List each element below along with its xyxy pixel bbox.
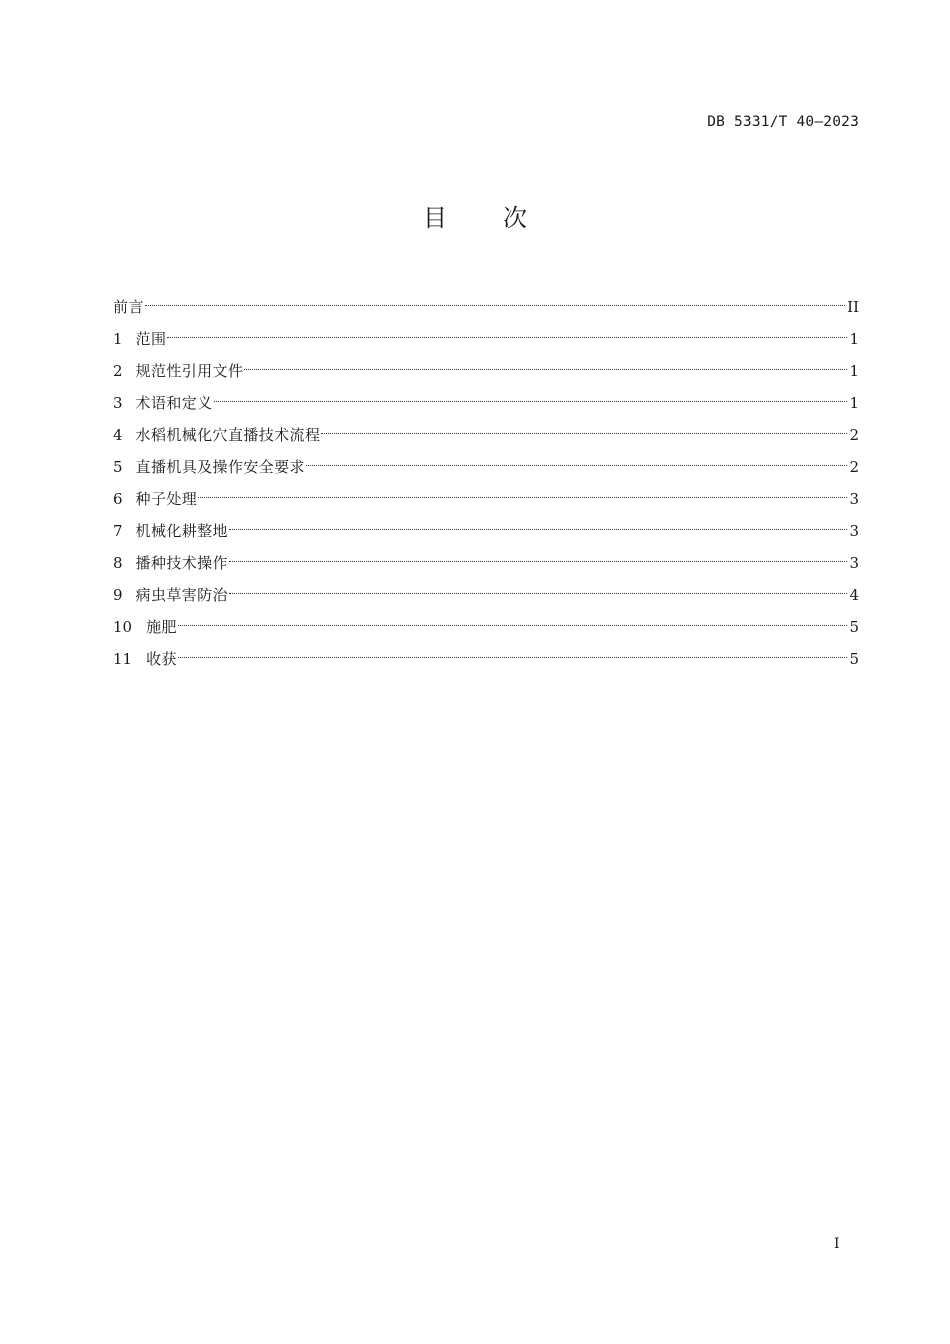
toc-entry-label: 收获 (146, 650, 177, 668)
toc-entry-page: 4 (849, 586, 859, 604)
toc-entry-3[interactable] (113, 382, 859, 414)
toc-entry-number: 1 (113, 330, 123, 348)
toc-entry-label: 病虫草害防治 (135, 586, 228, 604)
toc-dot-leader (229, 574, 848, 600)
toc-entry-number: 9 (113, 586, 123, 604)
toc-dot-leader (145, 286, 845, 312)
toc-entry-page: 3 (849, 554, 859, 572)
toc-entry-number: 4 (113, 426, 123, 444)
toc-entry-9[interactable] (113, 574, 859, 606)
toc-entry-number: 5 (113, 458, 123, 476)
toc-entry-number: 7 (113, 522, 123, 540)
toc-entry-label: 范围 (135, 330, 167, 348)
toc-entry-number: 2 (113, 362, 123, 380)
toc-entry-6[interactable] (113, 478, 859, 510)
toc-dot-leader (229, 542, 848, 568)
toc-entry-page: 1 (849, 394, 859, 412)
toc-entry-7[interactable] (113, 510, 859, 542)
table-of-contents (113, 286, 859, 670)
page-number: I (834, 1236, 840, 1252)
title-char-2: 次 (503, 204, 527, 232)
toc-entry-label: 直播机具及操作安全要求 (135, 458, 305, 476)
toc-entry-page: 1 (849, 330, 859, 348)
toc-dot-leader (244, 350, 847, 376)
toc-entry-2[interactable] (113, 350, 859, 382)
toc-dot-leader (321, 414, 847, 440)
toc-entry-page: 3 (849, 522, 859, 540)
document-code: DB 5331/T 40—2023 (707, 114, 859, 130)
toc-dot-leader (229, 510, 848, 536)
toc-entry-label: 施肥 (146, 618, 177, 636)
toc-entry-11[interactable] (113, 638, 859, 670)
toc-dot-leader (198, 478, 847, 504)
toc-entry-label: 播种技术操作 (135, 554, 228, 572)
toc-dot-leader (167, 318, 847, 344)
toc-entry-page: 3 (849, 490, 859, 508)
toc-entry-5[interactable] (113, 446, 859, 478)
toc-entry-number: 10 (113, 618, 133, 636)
toc-entry-1[interactable] (113, 318, 859, 350)
toc-dot-leader (178, 606, 848, 632)
toc-entry-page: II (847, 298, 859, 316)
toc-dot-leader (306, 446, 848, 472)
toc-entry-label: 规范性引用文件 (135, 362, 244, 380)
toc-entry-4[interactable] (113, 414, 859, 446)
toc-entry-8[interactable] (113, 542, 859, 574)
toc-entry-number: 8 (113, 554, 123, 572)
toc-entry-number: 11 (113, 650, 133, 668)
toc-entry-page: 2 (849, 458, 859, 476)
toc-entry-foreword[interactable] (113, 286, 859, 318)
toc-entry-page: 5 (849, 650, 859, 668)
toc-dot-leader (214, 382, 848, 408)
toc-entry-number: 3 (113, 394, 123, 412)
toc-entry-label: 前言 (113, 298, 144, 316)
toc-entry-label: 机械化耕整地 (135, 522, 228, 540)
toc-entry-label: 水稻机械化穴直播技术流程 (135, 426, 321, 444)
toc-entry-10[interactable] (113, 606, 859, 638)
title-char-1: 目 (423, 204, 447, 232)
toc-entry-label: 种子处理 (135, 490, 198, 508)
page-title (0, 202, 950, 234)
toc-entry-page: 5 (849, 618, 859, 636)
toc-entry-page: 1 (849, 362, 859, 380)
toc-entry-label: 术语和定义 (135, 394, 213, 412)
toc-dot-leader (178, 638, 848, 664)
toc-entry-number: 6 (113, 490, 123, 508)
toc-entry-page: 2 (849, 426, 859, 444)
